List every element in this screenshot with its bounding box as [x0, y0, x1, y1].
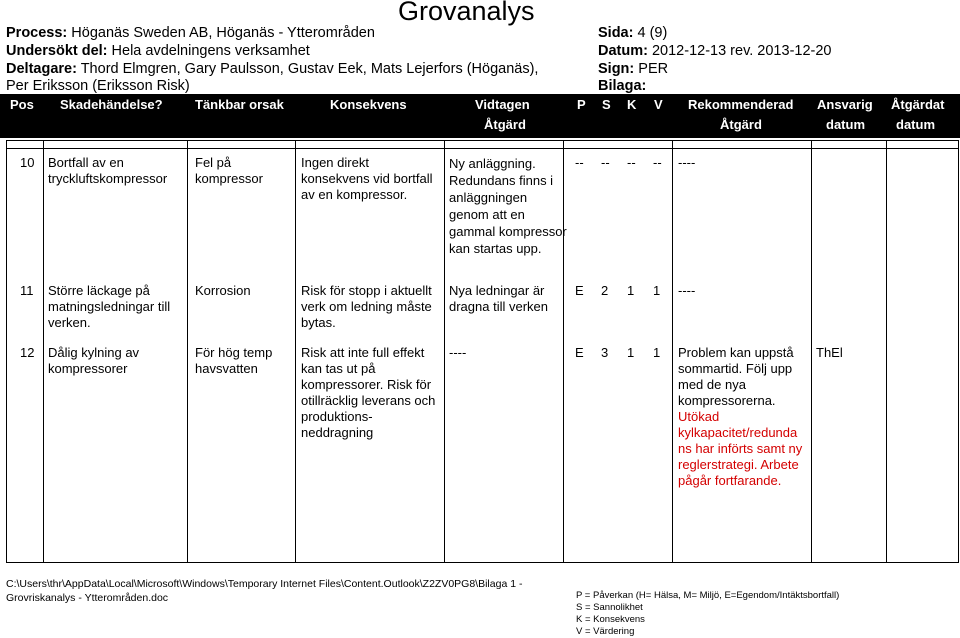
- deltagare-value-2: Per Eriksson (Eriksson Risk): [6, 78, 190, 94]
- col-rekommenderad: Rekommenderad: [688, 97, 794, 112]
- file-path: [6, 577, 522, 605]
- row10-pos: 10: [20, 155, 35, 170]
- process-line: [6, 24, 375, 42]
- row12-ansvarig: ThEl: [816, 345, 843, 360]
- row10-vidtagen-b: Redundans finns i anläggningen genom att en gammal kompressor kan startas upp.: [449, 173, 567, 256]
- row11-pos: 11: [20, 283, 34, 298]
- bilaga-line: [598, 77, 646, 95]
- sida-line: [598, 24, 667, 42]
- col-k: K: [627, 97, 637, 112]
- col-s: S: [602, 97, 611, 112]
- col-p: P: [577, 97, 586, 112]
- col-atgardat-datum: datum: [896, 117, 935, 132]
- row10-s: --: [601, 155, 610, 170]
- file-path-line1: C:\Users\thr\AppData\Local\Microsoft\Windows\Temporary Internet Files\Content.Outlook\Z2ZV0PG8\Bilaga 1 -: [6, 578, 523, 590]
- col-atgardat: Åtgärdat: [891, 97, 945, 112]
- row11-rek: ----: [678, 283, 696, 298]
- col-ansvarig: Ansvarig: [817, 97, 873, 112]
- row12-s: 3: [601, 345, 609, 360]
- row11-p: E: [575, 283, 584, 298]
- row12-orsak: För hög temp havsvatten: [195, 345, 273, 376]
- file-path-line2: Grovriskanalys - Ytterområden.doc: [6, 592, 169, 604]
- sign-value: PER: [638, 61, 669, 77]
- divider-orsak: [295, 141, 296, 562]
- legend-p: P = Påverkan (H= Hälsa, M= Miljö, E=Egendom/Intäktsbortfall): [576, 590, 840, 601]
- col-vidtagen: Vidtagen: [475, 97, 530, 112]
- row11-v: 1: [653, 283, 661, 298]
- row10-skade: Bortfall av en tryckluftskompressor: [48, 155, 168, 186]
- legend-v: V = Värdering: [576, 626, 635, 637]
- col-v: V: [654, 97, 663, 112]
- row10-p: --: [575, 155, 584, 170]
- deltagare-line: [6, 60, 538, 78]
- divider-skade: [187, 141, 188, 562]
- bilaga-label: Bilaga:: [598, 78, 647, 94]
- row12-skade: Dålig kylning av kompressorer: [48, 345, 140, 376]
- sida-value: 4 (9): [637, 25, 668, 41]
- document-title: Grovanalys: [398, 0, 535, 26]
- row10-vidtagen-a: Ny anläggning.: [449, 156, 536, 171]
- row12-vidtagen: ----: [449, 345, 467, 360]
- row10-k: --: [627, 155, 636, 170]
- column-header-bar: [0, 94, 960, 138]
- col-pos: Pos: [10, 97, 34, 112]
- undersokt-label: Undersökt del:: [6, 43, 108, 59]
- row12-konsekvens: Risk att inte full effekt kan tas ut på kompressorer. Risk för otillräcklig leverans och produktions-neddragning: [301, 345, 436, 440]
- process-label: Process:: [6, 25, 68, 41]
- table-top-rule: [7, 148, 958, 149]
- row11-skade: Större läckage på matningsledningar till verken.: [48, 283, 171, 330]
- row12-p: E: [575, 345, 584, 360]
- col-orsak: Tänkbar orsak: [195, 97, 284, 112]
- row11-k: 1: [627, 283, 635, 298]
- col-konsekvens: Konsekvens: [330, 97, 407, 112]
- row12-rek-update: Utökad kylkapacitet/redunda ns har införts samt ny reglerstrategi. Arbete pågår fortfarande.: [678, 409, 803, 488]
- sign-line: [598, 60, 668, 78]
- legend: [576, 590, 839, 638]
- col-skadehandelse: Skadehändelse?: [60, 97, 163, 112]
- divider-ansvarig: [886, 141, 887, 562]
- col-vidtagen-atgard: Åtgärd: [484, 117, 526, 132]
- col-ansvarig-datum: datum: [826, 117, 865, 132]
- datum-value: 2012-12-13 rev. 2013-12-20: [651, 43, 832, 59]
- legend-s: S = Sannolikhet: [576, 602, 643, 613]
- divider-pskv: [672, 141, 673, 562]
- datum-line: [598, 42, 831, 60]
- row11-orsak: Korrosion: [195, 283, 251, 298]
- row12-v: 1: [653, 345, 661, 360]
- datum-label: Datum:: [598, 43, 648, 59]
- row11-s: 2: [601, 283, 609, 298]
- col-rek-atgard: Åtgärd: [720, 117, 762, 132]
- sign-label: Sign:: [598, 61, 635, 77]
- sida-label: Sida:: [598, 25, 634, 41]
- legend-k: K = Konsekvens: [576, 614, 645, 625]
- row12-pos: 12: [20, 345, 35, 360]
- row12-k: 1: [627, 345, 635, 360]
- undersokt-value: Hela avdelningens verksamhet: [111, 43, 310, 59]
- row12-rek: [678, 345, 812, 489]
- divider-konsekvens: [444, 141, 445, 562]
- row11-konsekvens: Risk för stopp i aktuellt verk om ledning måste bytas.: [301, 283, 432, 330]
- deltagare-value: Thord Elmgren, Gary Paulsson, Gustav Eek, Mats Lejerfors (Höganäs),: [80, 61, 539, 77]
- row10-orsak: Fel på kompressor: [195, 155, 263, 186]
- row10-konsekvens: Ingen direkt konsekvens vid bortfall av en kompressor.: [301, 155, 433, 202]
- process-value: Höganäs Sweden AB, Höganäs - Ytterområden: [71, 25, 375, 41]
- row10-rek: ----: [678, 155, 696, 170]
- divider-pos: [43, 141, 44, 562]
- deltagare-label: Deltagare:: [6, 61, 77, 77]
- row10-v: --: [653, 155, 662, 170]
- row10-vidtagen: [449, 155, 567, 257]
- row11-vidtagen: Nya ledningar är dragna till verken: [449, 283, 548, 314]
- undersokt-line: [6, 42, 310, 60]
- row12-rek-text: Problem kan uppstå sommartid. Följ upp med de nya kompressorerna.: [678, 345, 794, 408]
